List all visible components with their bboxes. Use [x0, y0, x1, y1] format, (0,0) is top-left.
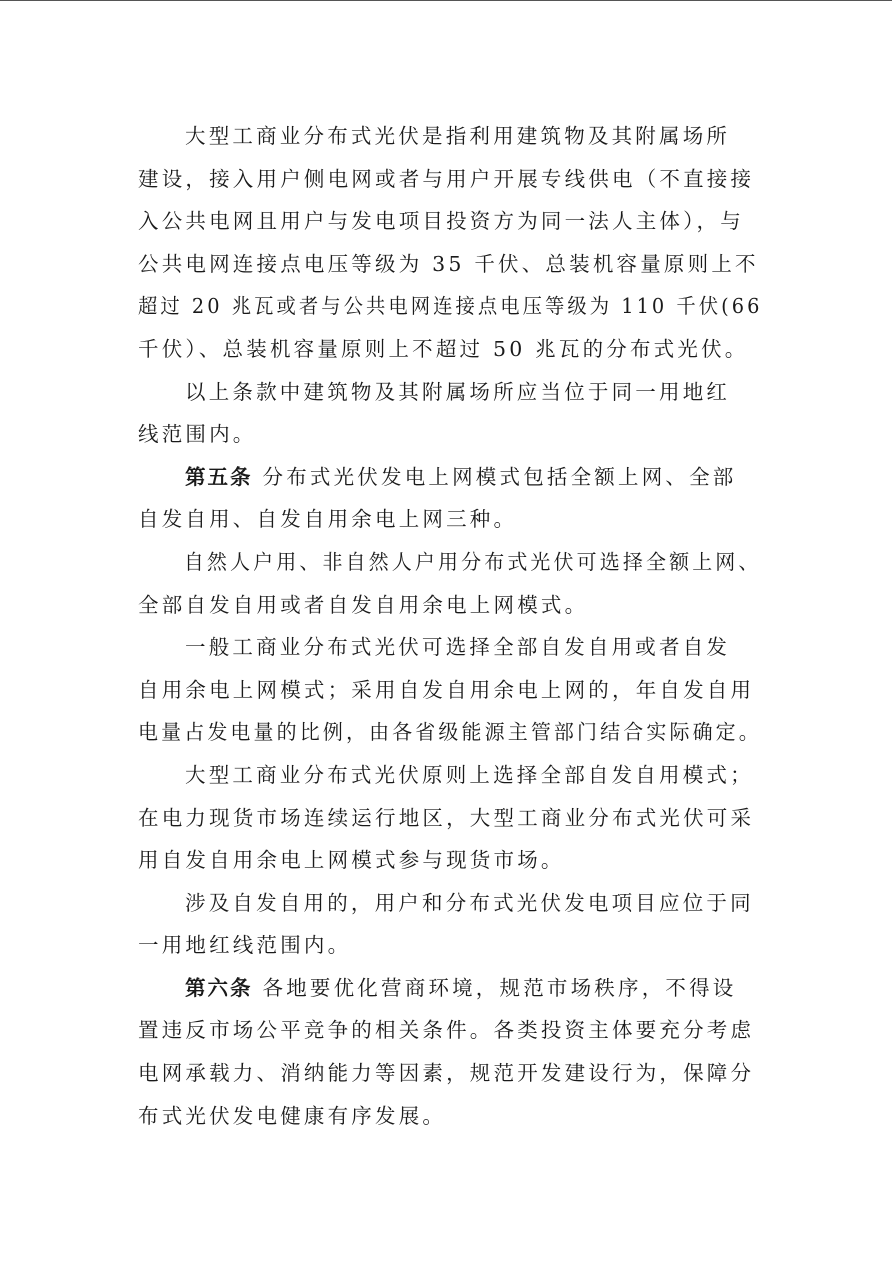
- line-text: 分布式光伏发电上网模式包括全额上网、全部: [262, 464, 737, 489]
- text-line: [138, 285, 763, 328]
- body-paragraph: [138, 754, 762, 882]
- line-text: 自然人户用、非自然人户用分布式光伏可选择全额上网、: [183, 549, 762, 574]
- article-paragraph: [138, 967, 762, 1137]
- article-heading: 第五条: [185, 464, 253, 489]
- text-line: [138, 882, 762, 925]
- text-line: [138, 541, 762, 584]
- line-text: 千伏）、总装机容量原则上不超过 50 兆瓦的分布式光伏。: [138, 336, 749, 361]
- line-text: 入公共电网且用户与发电项目投资方为同一法人主体），与: [138, 209, 744, 234]
- line-text: 一用地红线范围内。: [138, 933, 352, 958]
- text-line: [138, 967, 762, 1010]
- text-line: [138, 797, 762, 840]
- line-text: 自用余电上网模式；采用自发自用余电上网的，年自发自用: [138, 677, 755, 702]
- line-text: 超过 20 兆瓦或者与公共电网连接点电压等级为 110 千伏(66: [138, 294, 763, 319]
- line-text: 自发自用、自发自用余电上网三种。: [138, 507, 518, 532]
- text-line: [138, 711, 762, 754]
- line-text: 一般工商业分布式光伏可选择全部自发自用或者自发: [185, 635, 731, 660]
- line-text: 电量占发电量的比例，由各省级能源主管部门结合实际确定。: [138, 720, 762, 745]
- text-line: [138, 1052, 762, 1095]
- text-line: [138, 669, 762, 712]
- body-paragraph: [138, 626, 762, 754]
- text-line: [138, 1095, 762, 1138]
- line-text: 涉及自发自用的，用户和分布式光伏发电项目应位于同: [185, 890, 754, 915]
- text-line: [138, 413, 762, 456]
- text-line: [138, 584, 762, 627]
- line-text: 用自发自用余电上网模式参与现货市场。: [138, 848, 565, 873]
- line-text: 线范围内。: [138, 422, 257, 447]
- body-paragraph: [138, 371, 762, 456]
- text-line: [138, 924, 762, 967]
- line-text: 建设，接入用户侧电网或者与用户开展专线供电（不直接接: [138, 166, 755, 191]
- body-paragraph: [138, 882, 762, 967]
- line-text: 大型工商业分布式光伏是指利用建筑物及其附属场所: [185, 124, 731, 148]
- line-text: 布式光伏发电健康有序发展。: [138, 1103, 447, 1128]
- article-paragraph: [138, 456, 762, 541]
- line-text: 置违反市场公平竞争的相关条件。各类投资主体要充分考虑: [138, 1018, 755, 1043]
- text-line: [138, 243, 762, 286]
- text-line: [138, 115, 762, 158]
- text-line: [138, 371, 762, 414]
- line-text: 公共电网连接点电压等级为 35 千伏、总装机容量原则上不: [138, 251, 759, 276]
- line-text: 各地要优化营商环境，规范市场秩序，不得设: [262, 975, 737, 1000]
- article-heading: 第六条: [185, 975, 253, 1000]
- document-body: [138, 115, 762, 1137]
- text-line: [138, 328, 762, 371]
- text-line: [138, 1009, 762, 1052]
- text-line: [138, 456, 762, 499]
- text-line: [138, 839, 762, 882]
- text-line: [138, 626, 762, 669]
- text-line: [138, 754, 762, 797]
- text-line: [138, 200, 762, 243]
- text-line: [138, 158, 762, 201]
- text-line: [138, 498, 762, 541]
- line-text: 全部自发自用或者自发自用余电上网模式。: [138, 592, 589, 617]
- line-text: 以上条款中建筑物及其附属场所应当位于同一用地红: [185, 379, 731, 404]
- body-paragraph: [138, 115, 762, 371]
- line-text: 电网承载力、消纳能力等因素，规范开发建设行为，保障分: [138, 1061, 755, 1086]
- line-text: 大型工商业分布式光伏原则上选择全部自发自用模式；: [185, 762, 754, 787]
- body-paragraph: [138, 541, 762, 626]
- line-text: 在电力现货市场连续运行地区，大型工商业分布式光伏可采: [138, 805, 755, 830]
